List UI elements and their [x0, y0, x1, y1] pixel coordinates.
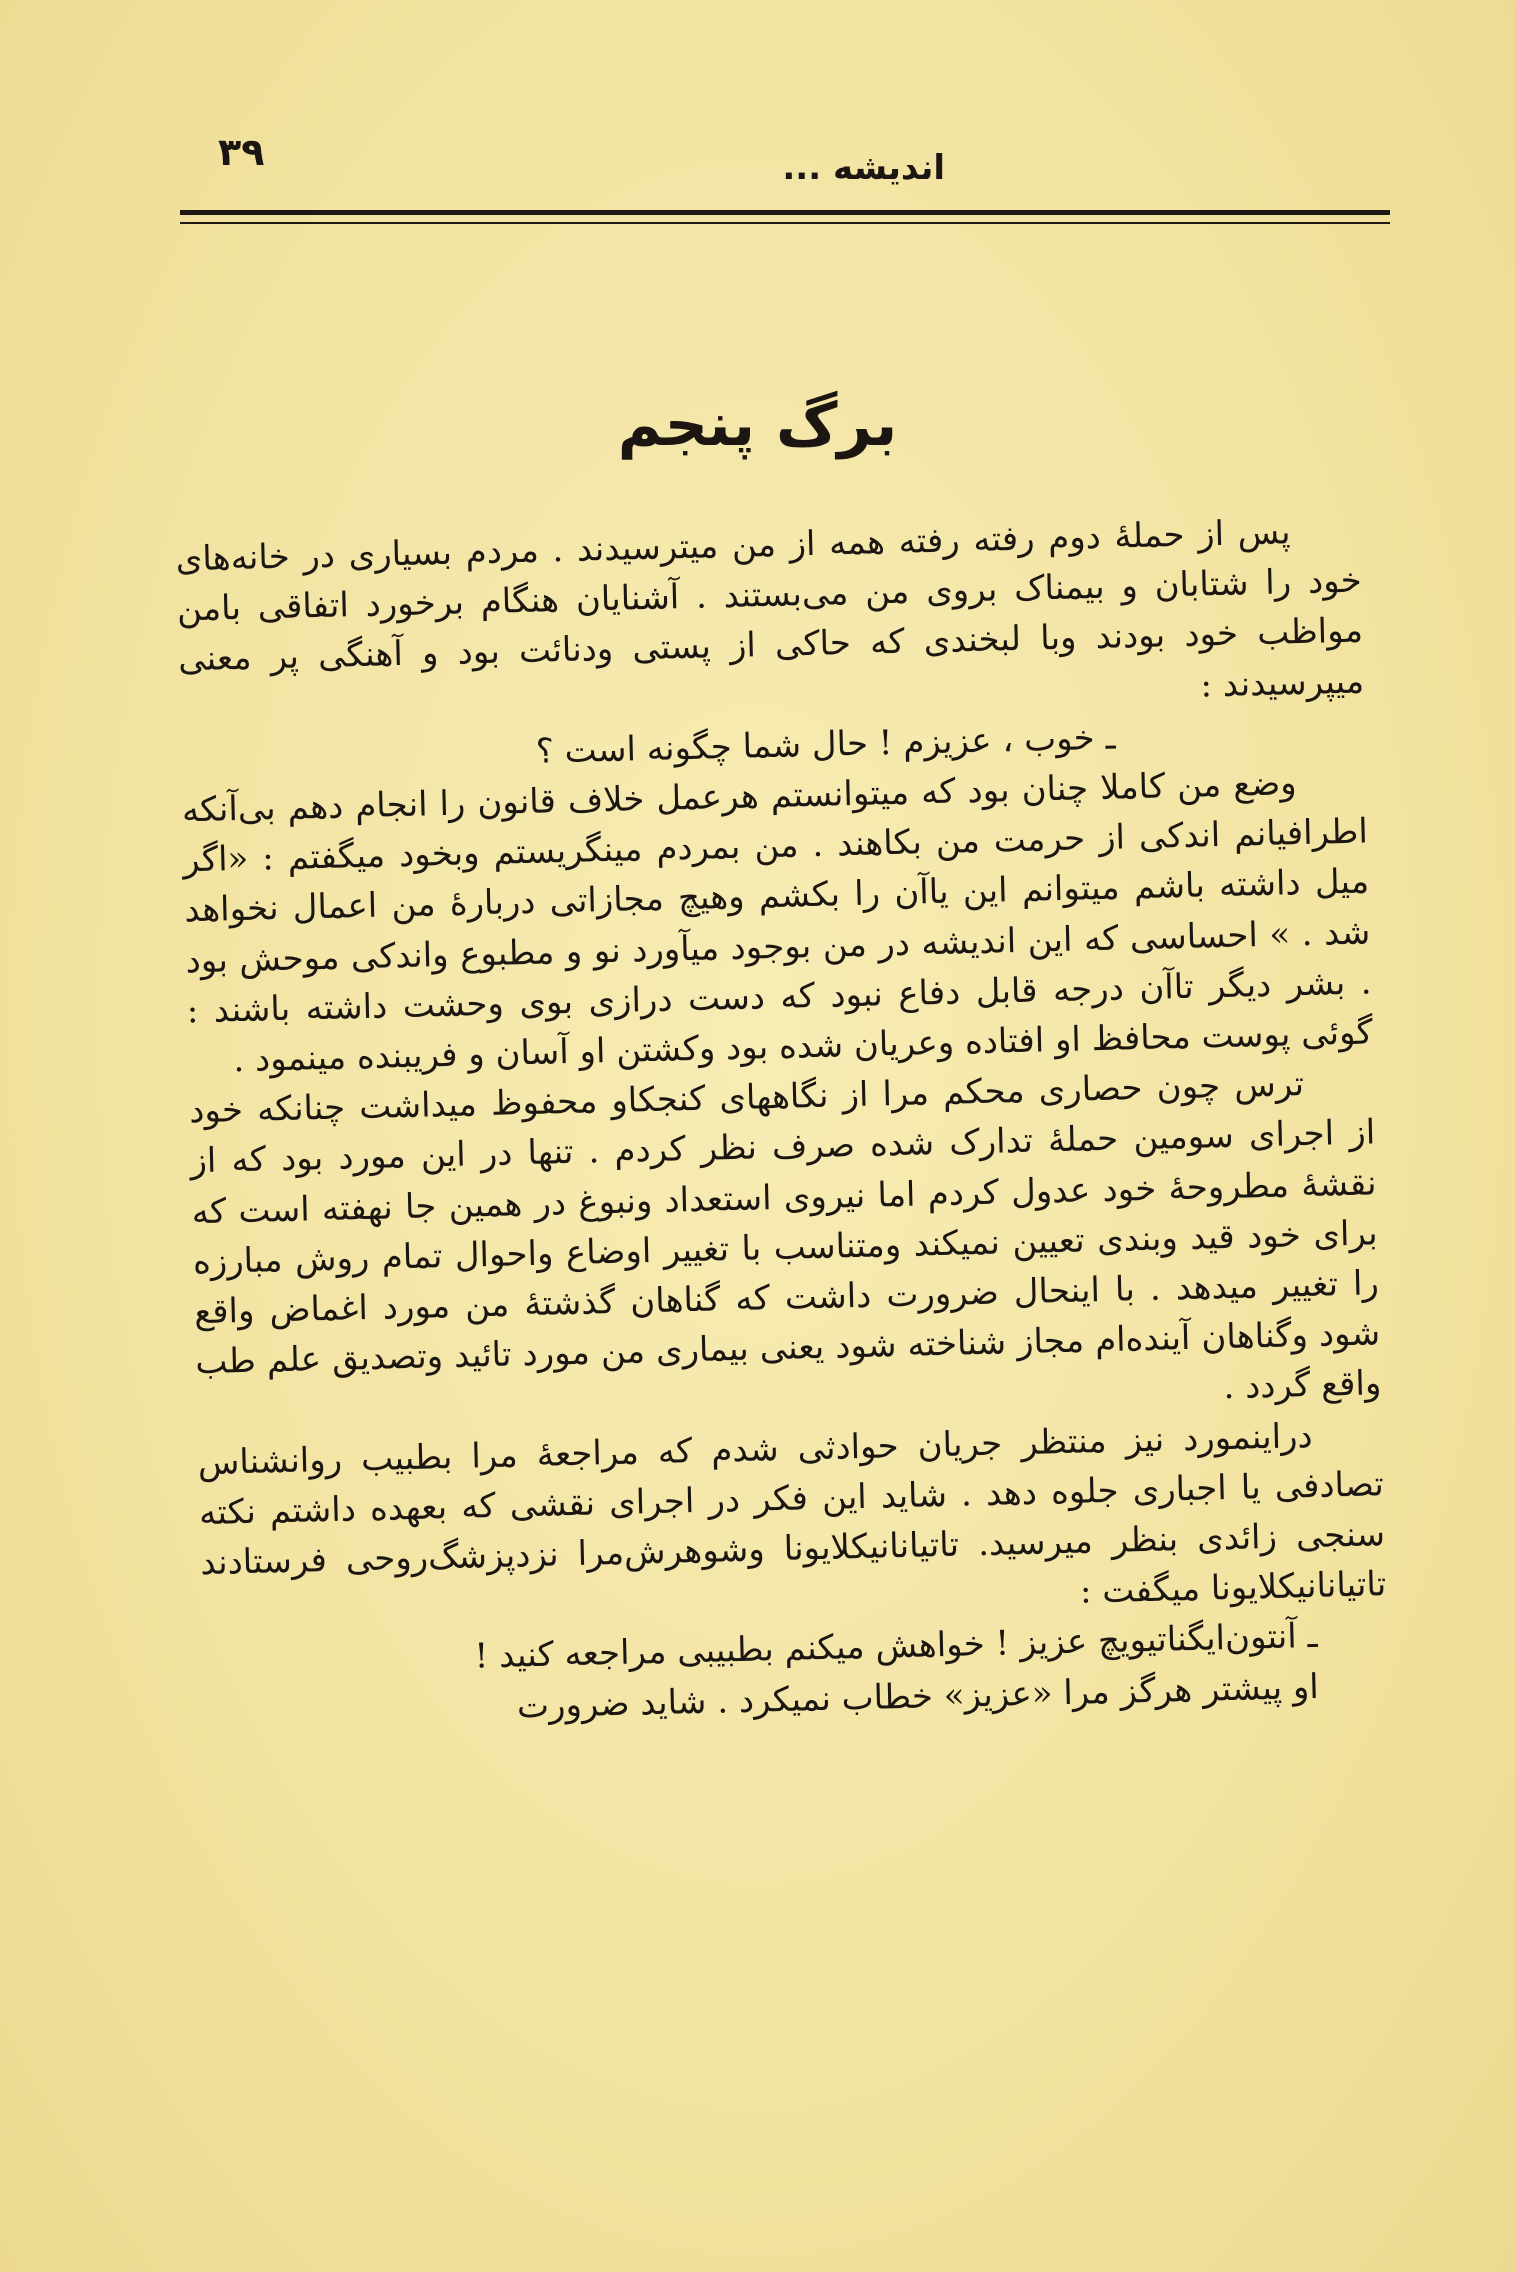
page-number: ۳۹ — [218, 130, 265, 174]
paragraph: وضع من کاملا چنان بود که میتوانستم هرعمل خلاف قانون را انجام دهم بی‌آنکه اطرافیانم اندکی از حرمت من بکاهند . من بمردم مینگریستم وبخود میگفتم : «اگر میل داشته باشم میتوانم این یاآن را بکشم وهیچ مجازاتی دربارهٔ من اعمال نخواهد شد . » احساسی که این اندیشه در من بوجود میآورد نو و مطبوع واندکی موحش بود . بشر دیگر تاآن درجه قابل دفاع نبود که دست درازی بوی وحشت داشته باشند : گوئی پوست محافظ او افتاده وعریان شده بود وکشتن او آسان و فریبنده مینمود . — [181, 763, 1374, 1081]
header-rule-thick — [180, 210, 1390, 215]
dialogue-line: ـ آنتون‌ایگناتیویچ عزیز ! خواهش میکنم بطبیبی مراجعه کنید ! — [474, 1616, 1318, 1677]
paragraph: دراینمورد نیز منتظر جریان حوادثی شدم که مراجعهٔ مرا بطبیب روانشناس تصادفی یا اجباری جلوه دهد . شاید این فکر در اجرای نقشی که بعهده داشتم نکته سنجی زائدی بنظر میرسید. تاتیانانیکلایونا وشوهرش‌مرا نزدپزشگ‌روحی فرستادند تاتیانانیکلایونا میگفت : — [197, 1415, 1387, 1612]
chapter-title: برگ پنجم — [617, 390, 898, 460]
paragraph: پس از حملهٔ دوم رفته رفته همه از من میترسیدند . مردم بسیاری در خانه‌های خود را شتابان و بیمناک بروی من می‌بستند . آشنایان هنگام برخورد اتفاقی بامن مواظب خود بودند وبا لبخندی که حاکی از پستی ودنائت بود و آهنگی پر معنی میپرسیدند : — [175, 512, 1365, 706]
running-header — [180, 120, 1390, 190]
paragraph: ترس چون حصاری محکم مرا از نگاههای کنجکاو محفوظ میداشت چنانکه خود از اجرای سومین حملهٔ تدارک شده صرف نظر کردم . تنها در این مورد بود که از نقشهٔ مطروحهٔ خود عدول کردم اما نیروی استعداد ونبوغ در همین جا نهفته است که برای خود قید وبندی تعیین نمیکند ومتناسب با تغییر اوضاع واحوال تمام روش مبارزه را تغییر میدهد . با اینحال ضرورت داشت که گناهان گذشتهٔ من مورد اغماض واقع شود وگناهان آینده‌ام مجاز شناخته شود یعنی بیماری من مورد تائید وتصدیق علم طب واقع گردد . — [188, 1064, 1382, 1408]
paragraph: او پیشتر هرگز مرا «عزیز» خطاب نمیکرد . شاید ضرورت — [516, 1666, 1320, 1727]
dialogue-line: ـ خوب ، عزیزم ! حال شما چگونه است ؟ — [535, 717, 1116, 772]
header-rule-thin — [180, 222, 1390, 224]
running-title: اندیشه ... — [782, 148, 945, 188]
body-text — [175, 506, 1389, 1739]
